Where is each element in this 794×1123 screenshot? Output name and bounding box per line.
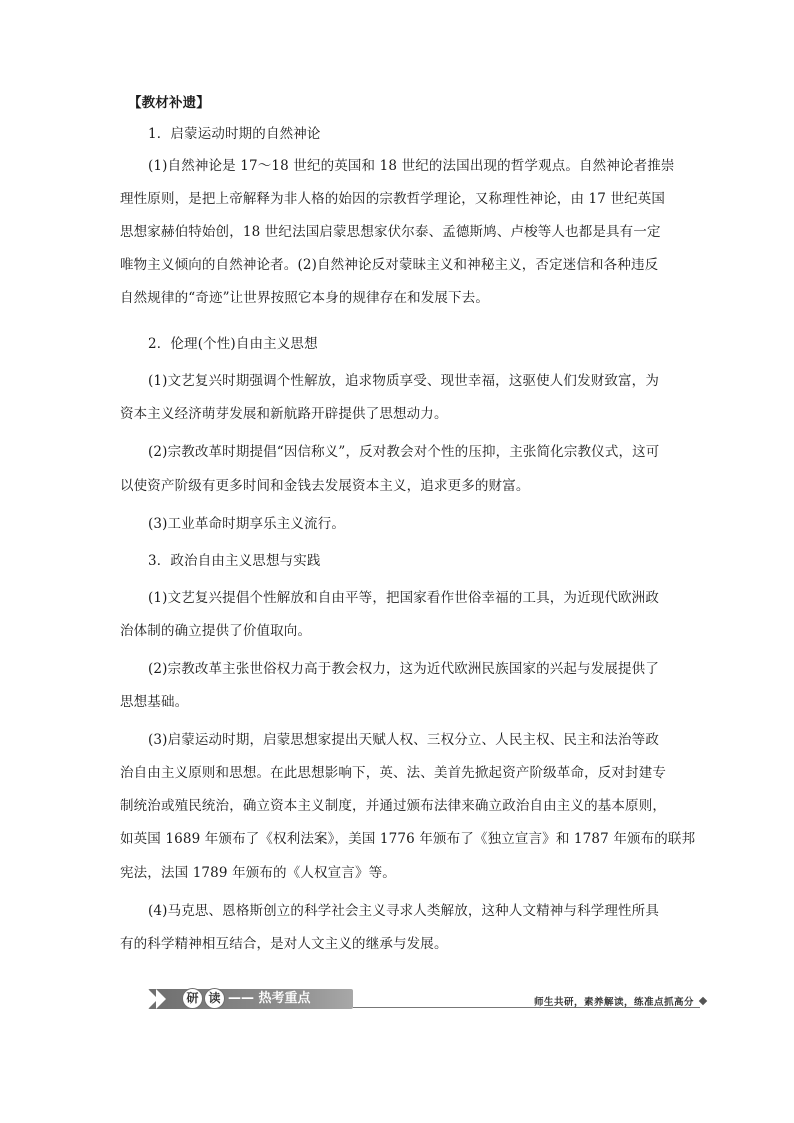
item-3-line: (1)文艺复兴提倡个性解放和自由平等，把国家看作世俗幸福的工具，为近现代欧洲政 xyxy=(148,590,659,606)
banner-char-circle: 读 xyxy=(204,988,225,1009)
item-3-line: (3)启蒙运动时期，启蒙思想家提出天赋人权、三权分立、人民主权、民主和法治等政 xyxy=(148,732,659,748)
item-1-line: 思想家赫伯特始创，18 世纪法国启蒙思想家伏尔泰、孟德斯鸠、卢梭等人也都是具有一定 xyxy=(120,224,661,240)
item-1-heading: 1．启蒙运动时期的自然神论 xyxy=(148,126,321,142)
item-3-heading: 3．政治自由主义思想与实践 xyxy=(148,553,321,569)
item-2-line: (1)文艺复兴时期强调个性解放，追求物质享受、现世幸福，这驱使人们发财致富，为 xyxy=(148,373,659,389)
item-1-line: 唯物主义倾向的自然神论者。(2)自然神论反对蒙昧主义和神秘主义，否定迷信和各种违反 xyxy=(120,257,659,273)
section-banner xyxy=(148,986,708,1010)
item-2-line: (2)宗教改革时期提倡“因信称义”，反对教会对个性的压抑，主张简化宗教仪式，这可 xyxy=(148,444,660,460)
item-1-line: 理性原则，是把上帝解释为非人格的始因的宗教哲学理论，又称理性神论，由 17 世纪英国 xyxy=(120,191,666,207)
banner-char-circle: 研 xyxy=(182,988,203,1009)
banner-subtitle: 师生共研，素养解读，练准点抓高分 xyxy=(533,997,694,1008)
item-3-line: 治体制的确立提供了价值取向。 xyxy=(120,623,312,639)
item-3-line: 宪法，法国 1789 年颁布的《人权宣言》等。 xyxy=(120,865,396,881)
item-3-line: 有的科学精神相互结合，是对人文主义的继承与发展。 xyxy=(120,936,448,952)
item-2-line: 资本主义经济萌芽发展和新航路开辟提供了思想动力。 xyxy=(120,406,448,422)
item-2-heading: 2．伦理(个性)自由主义思想 xyxy=(148,336,318,352)
item-3-line: (2)宗教改革主张世俗权力高于教会权力，这为近代欧洲民族国家的兴起与发展提供了 xyxy=(148,661,659,677)
section-heading: 【教材补遗】 xyxy=(128,95,210,111)
item-3-line: 制统治或殖民统治，确立资本主义制度，并通过颁布法律来确立政治自由主义的基本原则， xyxy=(120,798,666,814)
item-3-line: 治自由主义原则和思想。在此思想影响下，英、法、美首先掀起资产阶级革命，反对封建专 xyxy=(120,765,666,781)
item-2-line: (3)工业革命时期享乐主义流行。 xyxy=(148,516,346,532)
item-1-line: (1)自然神论是 17～18 世纪的英国和 18 世纪的法国出现的哲学观点。自然神论者推崇 xyxy=(148,158,675,174)
item-3-line: 如英国 1689 年颁布了《权利法案》，美国 1776 年颁布了《独立宣言》和 1787 年颁布的联邦 xyxy=(120,831,696,847)
banner-title: —— 热考重点 xyxy=(228,991,311,1006)
item-3-line: 思想基础。 xyxy=(120,694,189,710)
item-3-line: (4)马克思、恩格斯创立的科学社会主义寻求人类解放，这种人文精神与科学理性所具 xyxy=(148,903,659,919)
diamond-icon xyxy=(699,997,707,1005)
item-1-line: 自然规律的“奇迹”让世界按照它本身的规律存在和发展下去。 xyxy=(120,290,490,306)
item-2-line: 以使资产阶级有更多时间和金钱去发展资本主义，追求更多的财富。 xyxy=(120,478,530,494)
chevron-right-icon xyxy=(156,989,166,1009)
